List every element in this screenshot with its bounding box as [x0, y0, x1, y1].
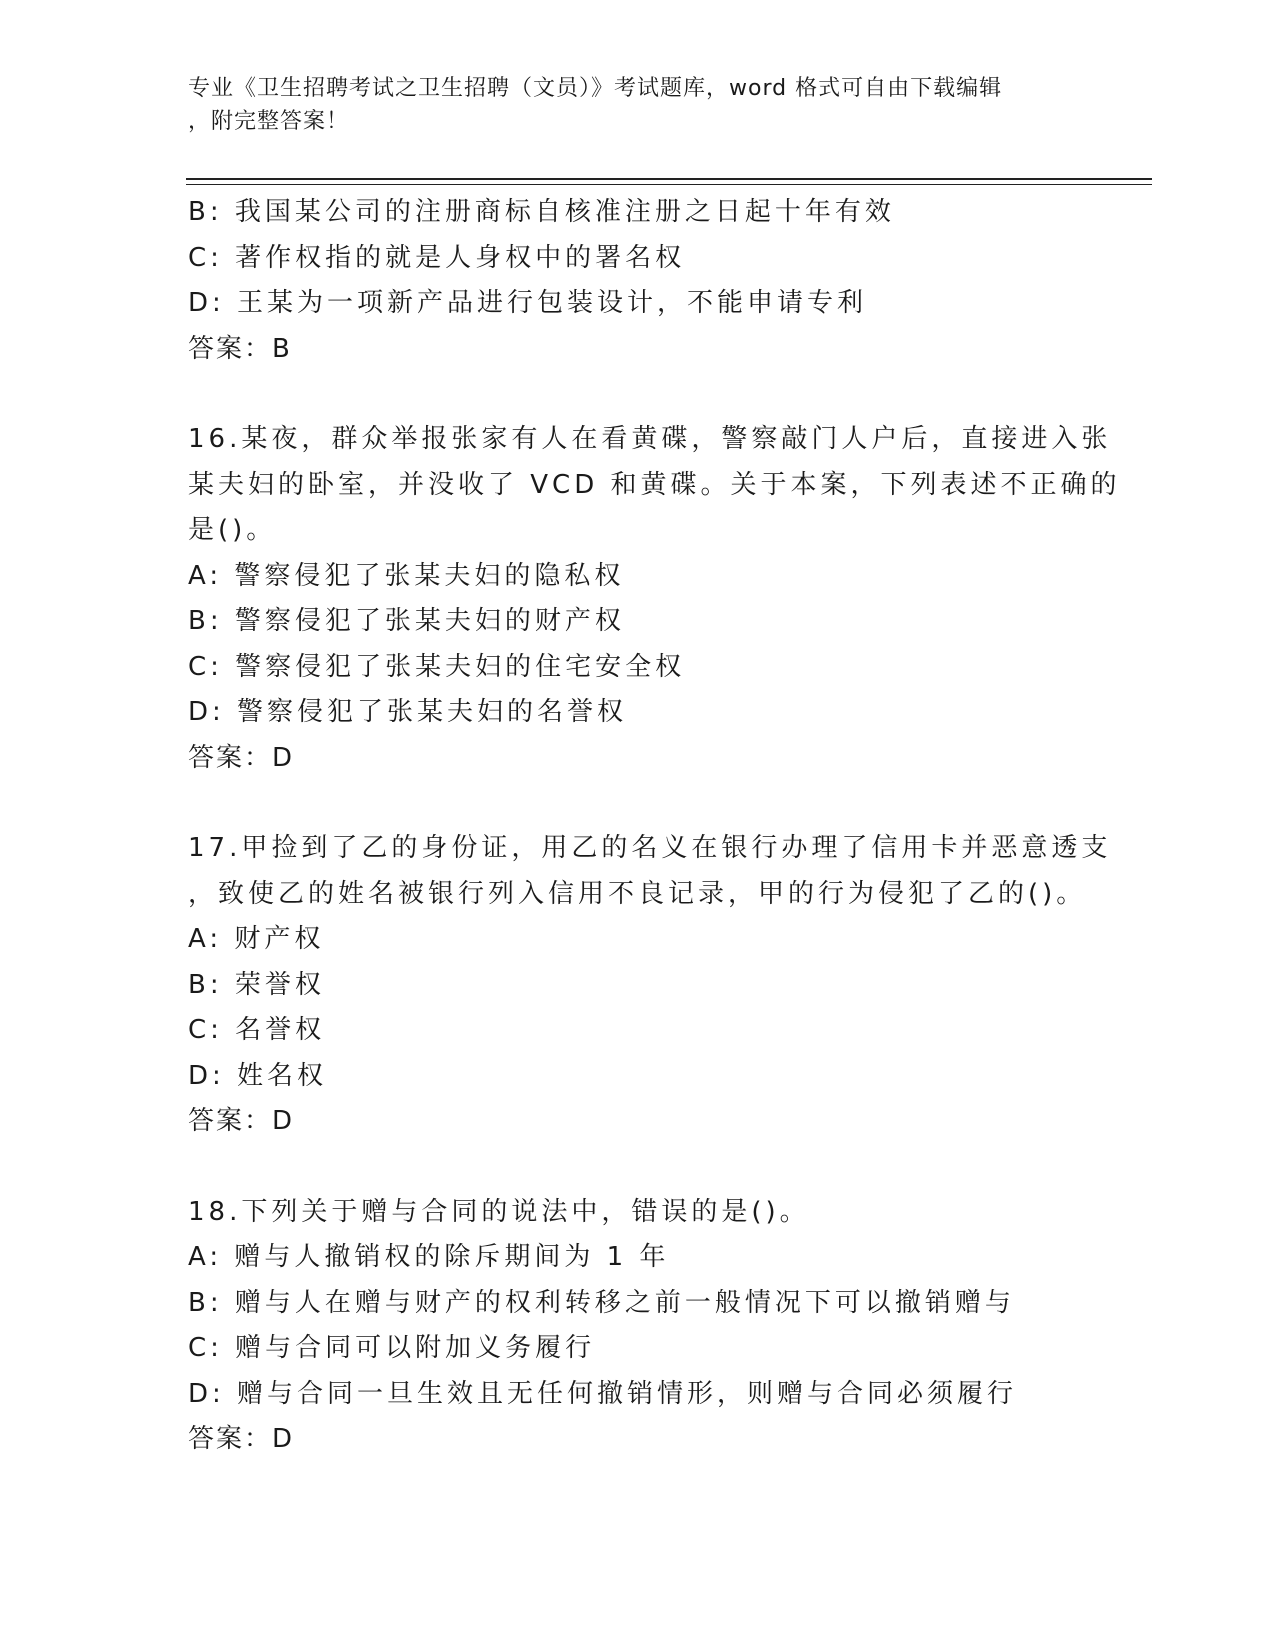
option-d: D: 王某为一项新产品进行包装设计，不能申请专利	[188, 288, 868, 318]
option-b: B: 赠与人在赠与财产的权利转移之前一般情况下可以撤销赠与	[188, 1287, 1015, 1318]
spacer	[188, 372, 1088, 417]
spacer	[188, 781, 1088, 826]
question-content	[188, 190, 1121, 1463]
option-b: B: 荣誉权	[188, 969, 325, 1000]
question-16	[188, 417, 1121, 781]
question-18	[188, 1190, 1088, 1463]
option-b: B: 我国某公司的注册商标自核准注册之日起十年有效	[188, 197, 895, 227]
option-c: C: 赠与合同可以附加义务履行	[188, 1333, 596, 1363]
header-rule-thin	[186, 184, 1152, 185]
option-a: A: 财产权	[188, 924, 325, 954]
option-d: D: 姓名权	[188, 1060, 328, 1091]
question-stem-line: 17.甲捡到了乙的身份证，用乙的名义在银行办理了信用卡并恶意透支	[188, 833, 1112, 863]
question-stem-line: 18.下列关于赠与合同的说法中，错误的是()。	[188, 1196, 810, 1227]
header-line-2: ，附完整答案！	[188, 109, 350, 134]
question-stem-line: ，致使乙的姓名被银行列入信用不良记录，甲的行为侵犯了乙的()。	[188, 878, 1087, 909]
option-c: C: 著作权指的就是人身权中的署名权	[188, 242, 686, 273]
option-d: D: 赠与合同一旦生效且无任何撤销情形，则赠与合同必须履行	[188, 1378, 1018, 1409]
previous-question-tail	[188, 190, 1088, 372]
question-17	[188, 826, 1112, 1145]
question-stem-line: 16.某夜，群众举报张家有人在看黄碟，警察敲门人户后，直接进入张	[188, 424, 1112, 454]
header-rule-thick	[186, 178, 1152, 180]
option-a: A: 警察侵犯了张某夫妇的隐私权	[188, 560, 625, 591]
question-stem-line: 某夫妇的卧室，并没收了 VCD 和黄碟。关于本案，下列表述不正确的	[188, 469, 1121, 500]
answer-line: 答案：D	[188, 1106, 295, 1136]
option-c: C: 警察侵犯了张某夫妇的住宅安全权	[188, 651, 686, 682]
option-b: B: 警察侵犯了张某夫妇的财产权	[188, 606, 625, 636]
option-a: A: 赠与人撤销权的除斥期间为 1 年	[188, 1242, 670, 1272]
answer-line: 答案：D	[188, 742, 295, 773]
option-c: C: 名誉权	[188, 1015, 326, 1045]
option-d: D: 警察侵犯了张某夫妇的名誉权	[188, 697, 628, 727]
answer-line: 答案：D	[188, 1424, 295, 1454]
header-line-1: 专业《卫生招聘考试之卫生招聘（文员）》考试题库，word 格式可自由下载编辑	[188, 76, 1003, 101]
answer-line: 答案：B	[188, 333, 292, 364]
question-stem-line: 是()。	[188, 515, 277, 545]
spacer	[188, 1145, 1088, 1190]
document-header	[188, 72, 1068, 138]
